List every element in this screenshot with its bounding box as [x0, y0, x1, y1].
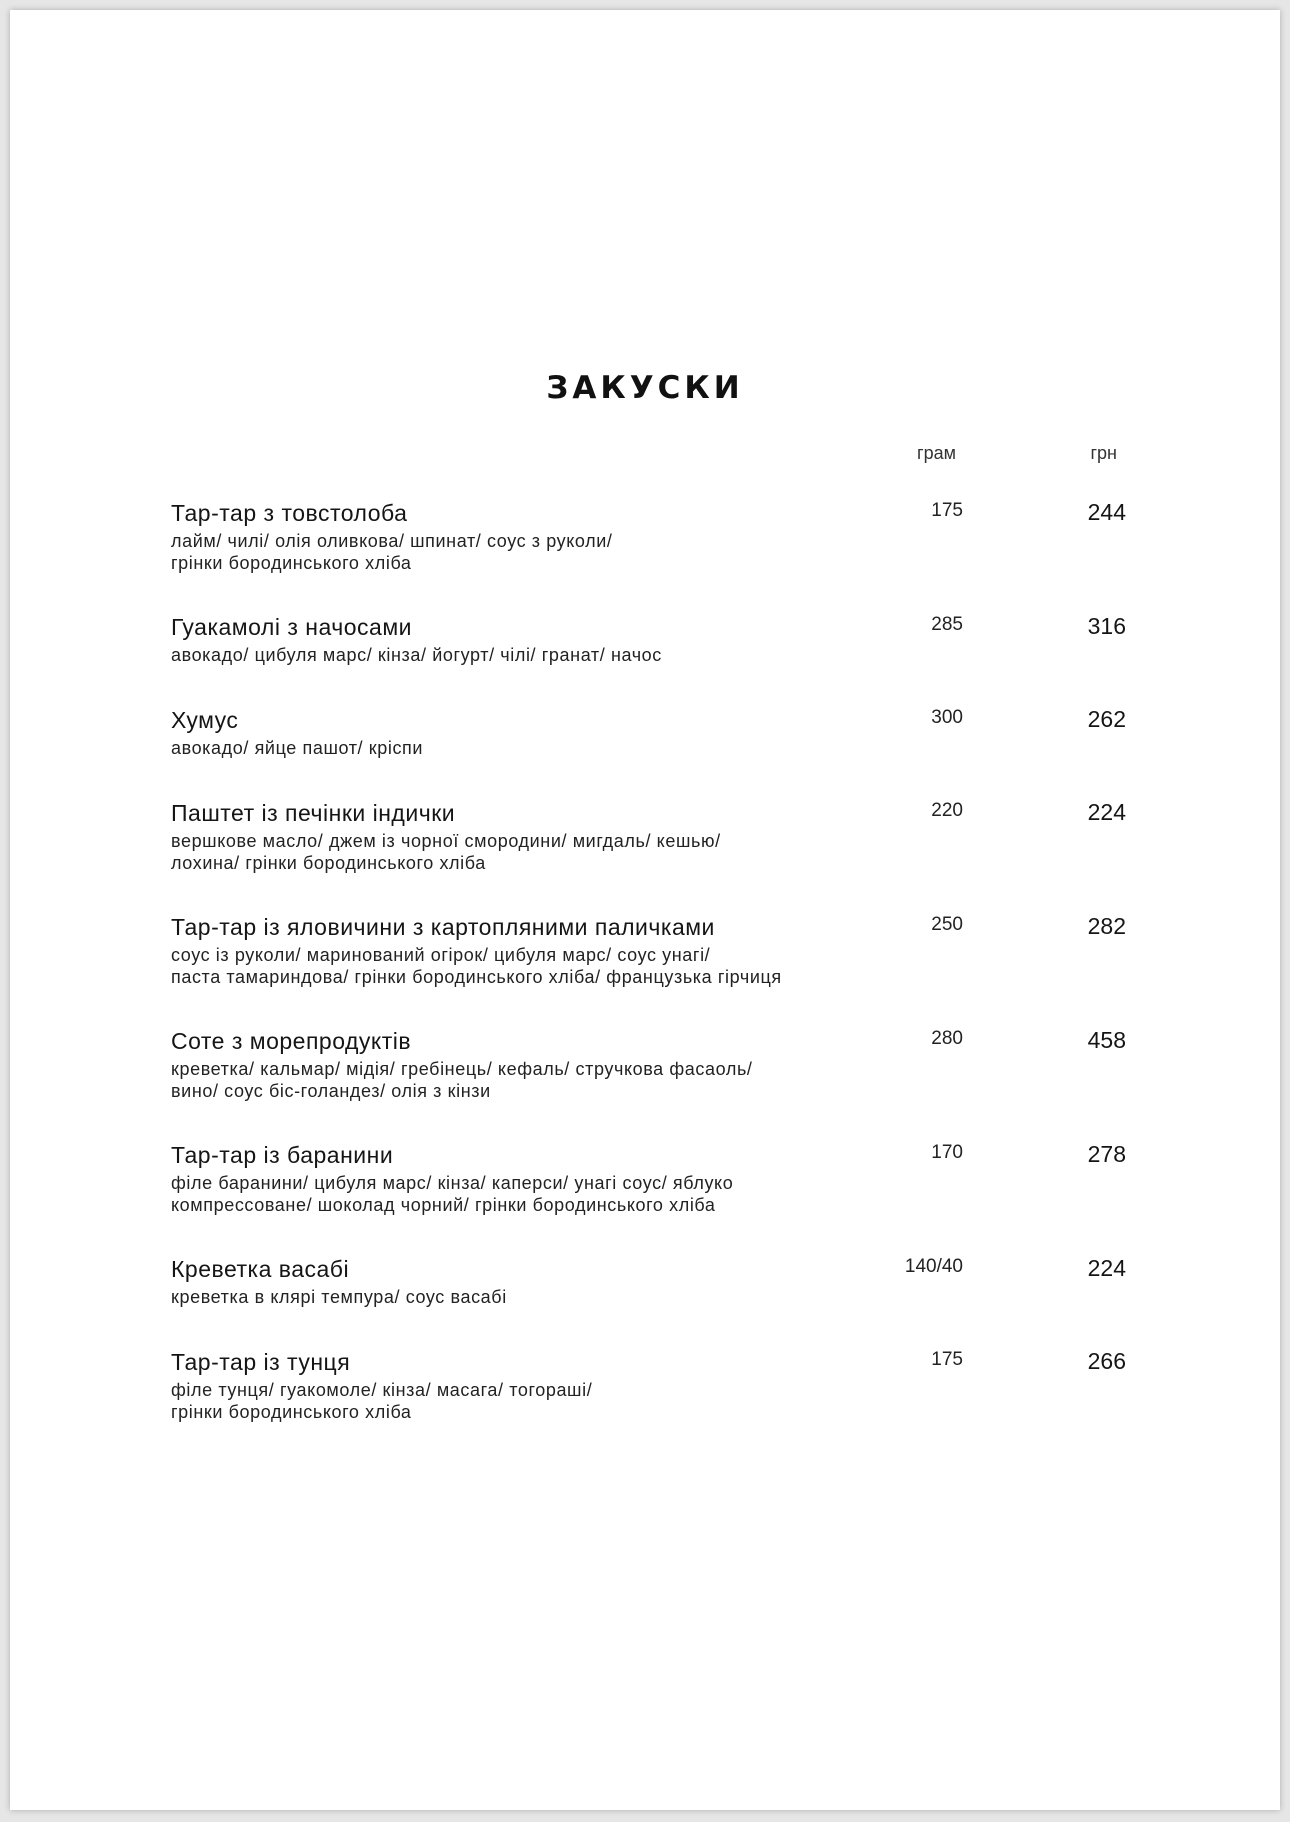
menu-items-list	[171, 499, 1126, 1462]
item-price: 458	[1087, 1027, 1126, 1053]
menu-item	[171, 1255, 1126, 1348]
item-name: Тар-тар із баранини	[171, 1142, 394, 1168]
menu-item	[171, 913, 1126, 1027]
item-name: Тар-тар із тунця	[171, 1349, 351, 1375]
item-weight: 280	[931, 1028, 963, 1049]
menu-item	[171, 799, 1126, 913]
item-name: Паштет із печінки індички	[171, 800, 456, 826]
weight-column-header: грам	[917, 443, 956, 463]
item-weight: 220	[931, 800, 963, 821]
item-weight: 170	[931, 1142, 963, 1163]
item-description: філе баранини/ цибуля марс/ кінза/ каперси/ унагі соус/ яблуко компрессоване/ шоколад чорний/ грінки бородинського хліба	[171, 1173, 734, 1215]
menu-item	[171, 706, 1126, 799]
item-price: 278	[1087, 1141, 1126, 1167]
item-description: лайм/ чилі/ олія оливкова/ шпинат/ соус з руколи/ грінки бородинського хліба	[171, 531, 613, 573]
item-description: соус із руколи/ маринований огірок/ цибуля марс/ соус унагі/ паста тамариндова/ грінки бородинського хліба/ французька гірчиця	[171, 945, 782, 987]
item-description: авокадо/ цибуля марс/ кінза/ йогурт/ чілі/ гранат/ начос	[171, 645, 662, 665]
menu-page	[10, 10, 1280, 1810]
item-price: 262	[1087, 706, 1126, 732]
item-description: вершкове масло/ джем із чорної смородини/ мигдаль/ кешью/ лохина/ грінки бородинського хліба	[171, 831, 721, 873]
item-price: 244	[1087, 499, 1126, 525]
item-description: креветка в клярі темпура/ соус васабі	[171, 1287, 507, 1307]
item-name: Соте з морепродуктів	[171, 1028, 412, 1054]
item-description: авокадо/ яйце пашот/ кріспи	[171, 738, 424, 758]
item-price: 224	[1087, 1255, 1126, 1281]
item-price: 266	[1087, 1348, 1126, 1374]
item-description: креветка/ кальмар/ мідія/ гребінець/ кефаль/ стручкова фасаоль/ вино/ соус біс-голандез/ олія з кінзи	[171, 1059, 753, 1101]
section-title: ЗАКУСКИ	[546, 370, 744, 406]
price-column-header: грн	[1090, 443, 1117, 463]
item-weight: 175	[931, 500, 963, 521]
menu-item	[171, 613, 1126, 706]
item-name: Гуакамолі з начосами	[171, 614, 412, 640]
item-name: Тар-тар з товстолоба	[171, 500, 408, 526]
item-name: Хумус	[171, 707, 239, 733]
item-weight: 175	[931, 1349, 963, 1370]
menu-item	[171, 1141, 1126, 1255]
item-weight: 285	[931, 614, 963, 635]
menu-item	[171, 499, 1126, 613]
item-weight: 250	[931, 914, 963, 935]
item-weight: 140/40	[904, 1256, 963, 1277]
item-price: 282	[1087, 913, 1126, 939]
item-name: Креветка васабі	[171, 1256, 350, 1282]
item-price: 224	[1087, 799, 1126, 825]
item-name: Тар-тар із яловичини з картопляними паличками	[171, 914, 715, 940]
item-price: 316	[1087, 613, 1126, 639]
menu-item	[171, 1027, 1126, 1141]
item-description: філе тунця/ гуакомоле/ кінза/ масага/ тогораші/ грінки бородинського хліба	[171, 1380, 593, 1422]
menu-item	[171, 1348, 1126, 1462]
item-weight: 300	[931, 707, 963, 728]
